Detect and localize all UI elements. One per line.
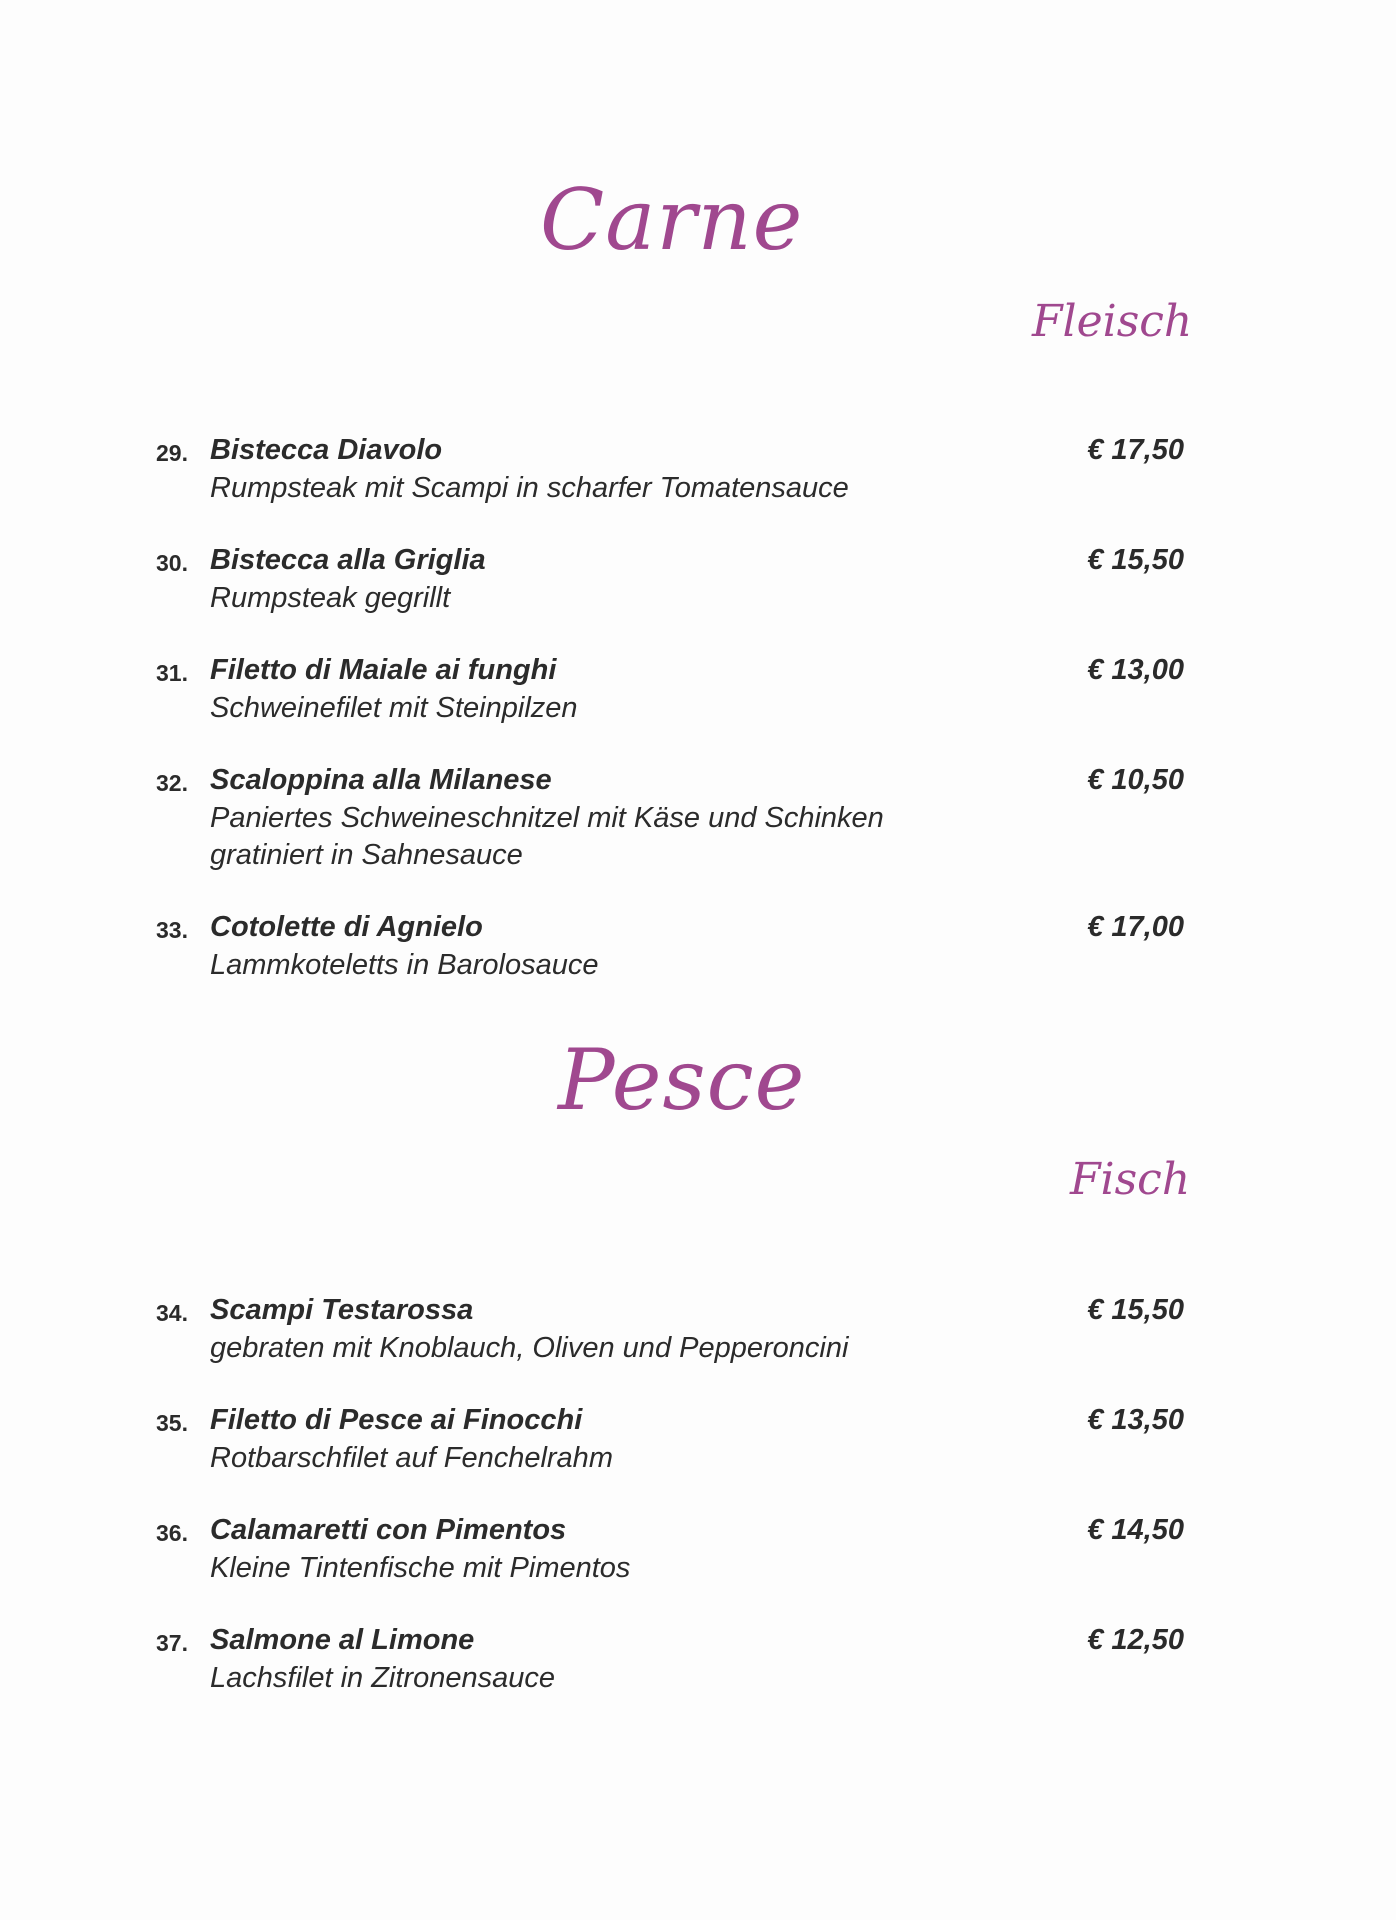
item-name: Salmone al Limone — [210, 1624, 475, 1656]
item-number: 36. — [156, 1520, 188, 1546]
item-description: Rumpsteak mit Scampi in scharfer Tomatensauce — [210, 472, 849, 504]
item-price: € 17,50 — [1087, 434, 1184, 466]
item-number: 30. — [156, 550, 188, 576]
item-number: 32. — [156, 770, 188, 796]
item-price: € 12,50 — [1087, 1624, 1184, 1656]
item-number: 33. — [156, 917, 188, 943]
item-name: Scampi Testarossa — [210, 1294, 474, 1326]
item-number: 31. — [156, 660, 188, 686]
item-number: 35. — [156, 1410, 188, 1436]
item-number: 34. — [156, 1300, 188, 1326]
item-price: € 14,50 — [1087, 1514, 1184, 1546]
item-price: € 13,50 — [1087, 1404, 1184, 1436]
item-number: 29. — [156, 440, 188, 466]
item-price: € 10,50 — [1087, 764, 1184, 796]
item-description: Lachsfilet in Zitronensauce — [210, 1662, 555, 1694]
item-price: € 15,50 — [1087, 1294, 1184, 1326]
section-title-carne: Carne — [540, 171, 804, 269]
item-description: Paniertes Schweineschnitzel mit Käse und Schinken gratiniert in Sahnesauce — [210, 802, 884, 871]
item-name: Scaloppina alla Milanese — [210, 764, 552, 796]
item-name: Filetto di Maiale ai funghi — [210, 654, 557, 686]
item-name: Bistecca Diavolo — [210, 434, 443, 466]
item-description: Kleine Tintenfische mit Pimentos — [210, 1552, 631, 1584]
section-title-pesce: Pesce — [558, 1031, 806, 1129]
item-description: Lammkoteletts in Barolosauce — [210, 949, 599, 981]
item-name: Filetto di Pesce ai Finocchi — [210, 1404, 583, 1436]
item-price: € 15,50 — [1087, 544, 1184, 576]
item-description: Rotbarschfilet auf Fenchelrahm — [210, 1442, 613, 1474]
item-number: 37. — [156, 1630, 188, 1656]
section-subtitle-fleisch: Fleisch — [1032, 296, 1193, 347]
section-subtitle-fisch: Fisch — [1070, 1154, 1191, 1205]
item-description: Rumpsteak gegrillt — [210, 582, 451, 614]
item-name: Bistecca alla Griglia — [210, 544, 486, 576]
item-price: € 17,00 — [1087, 911, 1184, 943]
item-name: Calamaretti con Pimentos — [210, 1514, 567, 1546]
item-description: gebraten mit Knoblauch, Oliven und Pepperoncini — [210, 1332, 849, 1364]
item-description: Schweinefilet mit Steinpilzen — [210, 692, 578, 724]
item-price: € 13,00 — [1087, 654, 1184, 686]
item-name: Cotolette di Agnielo — [210, 911, 483, 943]
